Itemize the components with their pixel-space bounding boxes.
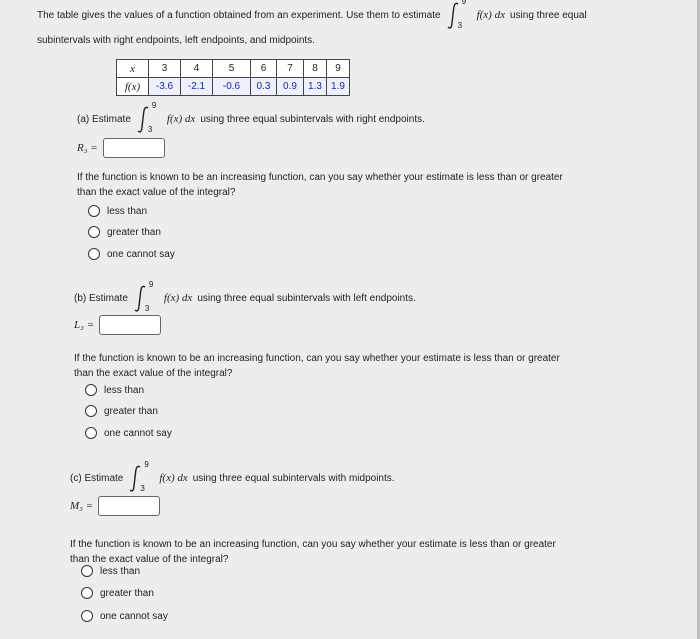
radio-circle-icon[interactable] [81,565,93,577]
estimate-description: using three equal subintervals with midpoints. [192,472,395,484]
radio-circle-icon[interactable] [81,587,93,599]
header-x: x [117,60,149,78]
radio-option[interactable] [85,405,158,417]
radio-label: greater than [107,226,161,238]
estimate-line [74,280,416,313]
integrand: f(x) dx [476,9,505,21]
radio-option[interactable] [85,384,144,396]
question-text-2: than the exact value of the integral? [77,187,236,198]
estimate-line [70,460,395,493]
estimate-label: (b) Estimate [74,292,128,304]
cell: 0.9 [277,78,304,96]
radio-circle-icon[interactable] [81,610,93,622]
radio-circle-icon[interactable] [88,205,100,217]
table-row-fx [117,78,350,96]
integrand: f(x) dx [163,292,193,304]
radio-label: one cannot say [100,610,168,622]
integrand: f(x) dx [159,472,188,484]
table-row-x [117,60,350,78]
radio-option[interactable] [81,610,168,622]
data-table [116,59,350,96]
answer-input[interactable] [103,138,165,158]
radio-option[interactable] [88,205,147,217]
cell: 7 [277,60,304,78]
radio-circle-icon[interactable] [85,384,97,396]
question-text: If the function is known to be an increasing function, can you say whether your estimate is less than or greater [74,353,560,364]
cell: 9 [327,60,350,78]
question-text-2: than the exact value of the integral? [70,554,229,565]
radio-option[interactable] [81,565,140,577]
answer-line [77,138,165,158]
cell: -0.6 [213,78,251,96]
intro-line [37,0,587,30]
radio-circle-icon[interactable] [88,226,100,238]
estimate-description: using three equal subintervals with left endpoints. [197,292,416,304]
intro-text-2: using three equal [509,9,587,21]
question-text-2: than the exact value of the integral? [74,368,233,379]
answer-line [70,496,160,516]
cell: 3 [149,60,181,78]
answer-input[interactable] [98,496,160,516]
radio-circle-icon[interactable] [88,248,100,260]
cell: 8 [304,60,327,78]
answer-input[interactable] [99,315,161,335]
variable-label: R₃ = [77,142,98,154]
integral-upper: 9 [461,0,467,6]
integral-symbol [136,101,162,134]
radio-label: one cannot say [104,427,172,439]
radio-label: less than [104,384,145,396]
estimate-line [77,101,425,134]
variable-label: M₃ = [70,500,94,512]
cell: 4 [181,60,213,78]
integral-lower: 3 [147,125,153,134]
radio-circle-icon[interactable] [85,405,97,417]
question-text: If the function is known to be an increasing function, can you say whether your estimate is less than or greater [70,539,556,550]
radio-option[interactable] [88,248,175,260]
radio-label: less than [107,205,148,217]
integral-symbol [446,0,472,30]
radio-label: one cannot say [107,248,175,260]
question-text: If the function is known to be an increasing function, can you say whether your estimate is less than or greater [77,172,563,183]
radio-label: greater than [100,587,154,599]
cell: 5 [213,60,251,78]
radio-label: less than [100,565,141,577]
integral-upper: 9 [151,101,157,110]
answer-line [74,315,161,335]
radio-option[interactable] [88,226,161,238]
integral-symbol [133,280,159,313]
radio-option[interactable] [85,427,172,439]
estimate-description: using three equal subintervals with right endpoints. [200,113,425,125]
radio-option[interactable] [81,587,154,599]
cell: -3.6 [149,78,181,96]
cell: 6 [251,60,277,78]
integral-upper: 9 [148,280,154,289]
radio-label: greater than [104,405,158,417]
integral-symbol [128,460,154,493]
integral-upper: 9 [144,460,149,469]
intro-text-3: subintervals with right endpoints, left endpoints, and midpoints. [37,35,315,46]
estimate-label: (a) Estimate [77,113,131,125]
estimate-label: (c) Estimate [70,472,124,484]
integrand: f(x) dx [166,113,196,125]
cell: -2.1 [181,78,213,96]
cell: 1.9 [327,78,350,96]
integral-lower: 3 [457,21,463,30]
variable-label: L₃ = [74,319,95,331]
cell: 0.3 [251,78,277,96]
intro-text: The table gives the values of a function obtained from an experiment. Use them to estimate [37,9,441,21]
radio-circle-icon[interactable] [85,427,97,439]
cell: 1.3 [304,78,327,96]
integral-lower: 3 [144,304,150,313]
integral-lower: 3 [140,484,145,493]
header-fx: f(x) [117,78,149,96]
